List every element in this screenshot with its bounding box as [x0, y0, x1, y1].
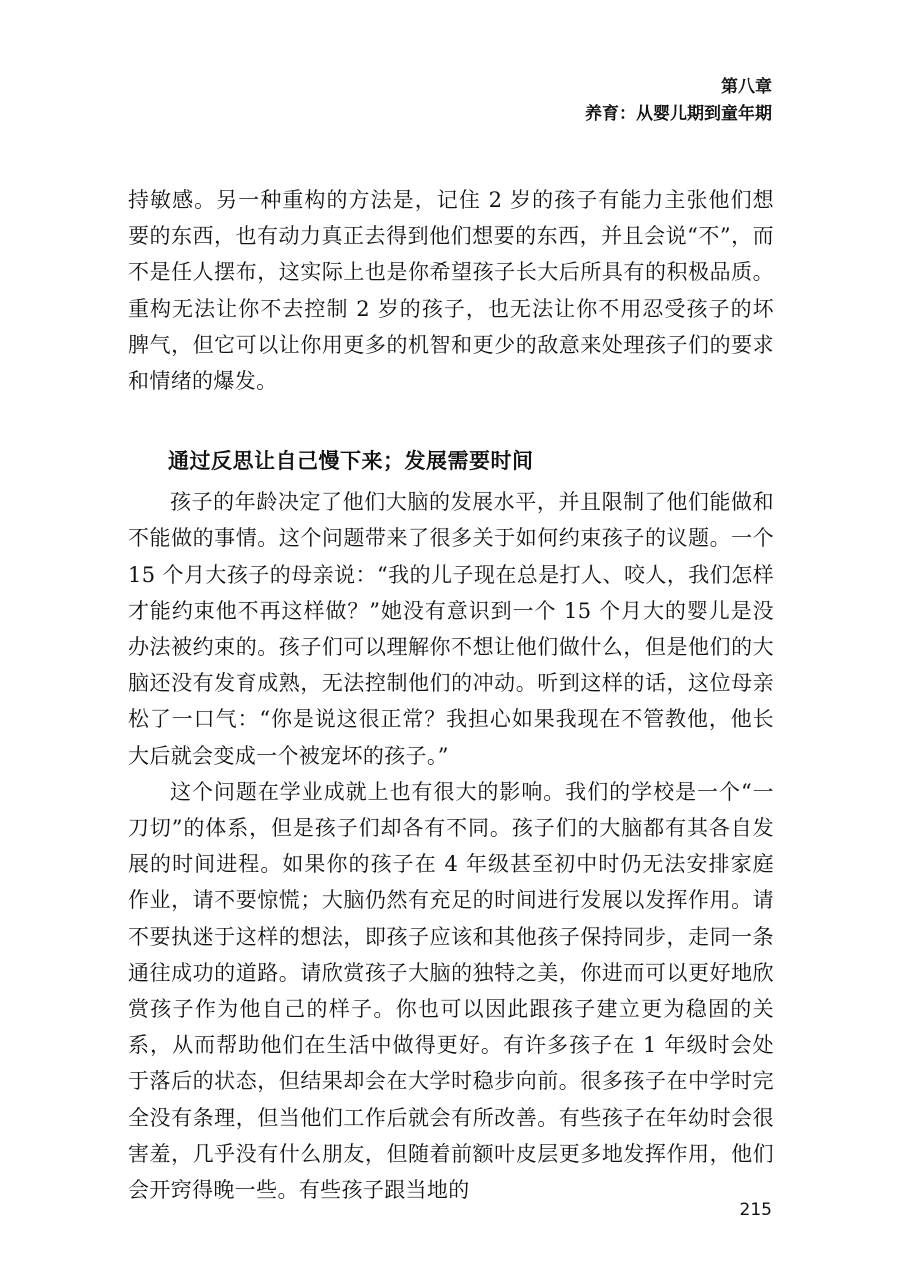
paragraph-spacer: [128, 399, 774, 442]
section-heading: 通过反思让自己慢下来；发展需要时间: [168, 449, 534, 474]
page-body: [128, 182, 774, 1208]
chapter-title: 养育：从婴儿期到童年期: [585, 104, 772, 124]
continued-paragraph: 持敏感。另一种重构的方法是，记住 2 岁的孩子有能力主张他们想要的东西，也有动力真正去得到他们想要的东西，并且会说“不”，而不是任人摆布，这实际上也是你希望孩子长大后所具有的积极品质。重构无法让你不去控制 2 岁的孩子，也无法让你不用忍受孩子的坏脾气，但它可以让你用更多的机智和更少的敌意来处理孩子们的要求和情绪的爆发。: [128, 188, 774, 394]
running-head: [585, 74, 772, 128]
body-paragraph-2: 这个问题在学业成就上也有很大的影响。我们的学校是一个“一刀切”的体系，但是孩子们却各有不同。孩子们的大脑都有其各自发展的时间进程。如果你的孩子在 4 年级甚至初中时仍无法安排家庭作业，请不要惊慌；大脑仍然有充足的时间进行发展以发挥作用。请不要执迷于这样的想法，即孩子应该和其他孩子保持同步，走同一条通往成功的道路。请欣赏孩子大脑的独特之美，你进而可以更好地欣赏孩子作为他自己的样子。你也可以因此跟孩子建立更为稳固的关系，从而帮助他们在生活中做得更好。有许多孩子在 1 年级时会处于落后的状态，但结果却会在大学时稳步向前。很多孩子在中学时完全没有条理，但当他们工作后就会有所改善。有些孩子在年幼时会很害羞，几乎没有什么朋友，但随着前额叶皮层更多地发挥作用，他们会开窍得晚一些。有些孩子跟当地的: [128, 779, 774, 1203]
chapter-label: 第八章: [721, 77, 772, 97]
body-paragraph-1: 孩子的年龄决定了他们大脑的发展水平，并且限制了他们能做和不能做的事情。这个问题带来了很多关于如何约束孩子的议题。一个 15 个月大孩子的母亲说：“我的儿子现在总是打人、咬人，我们怎样才能约束他不再这样做？”她没有意识到一个 15 个月大的婴儿是没办法被约束的。孩子们可以理解你不想让他们做什么，但是他们的大脑还没有发育成熟，无法控制他们的冲动。听到这样的话，这位母亲松了一口气：“你是说这很正常？我担心如果我现在不管教他，他长大后就会变成一个被宠坏的孩子。”: [128, 490, 774, 768]
page-number: 215: [739, 1200, 772, 1220]
